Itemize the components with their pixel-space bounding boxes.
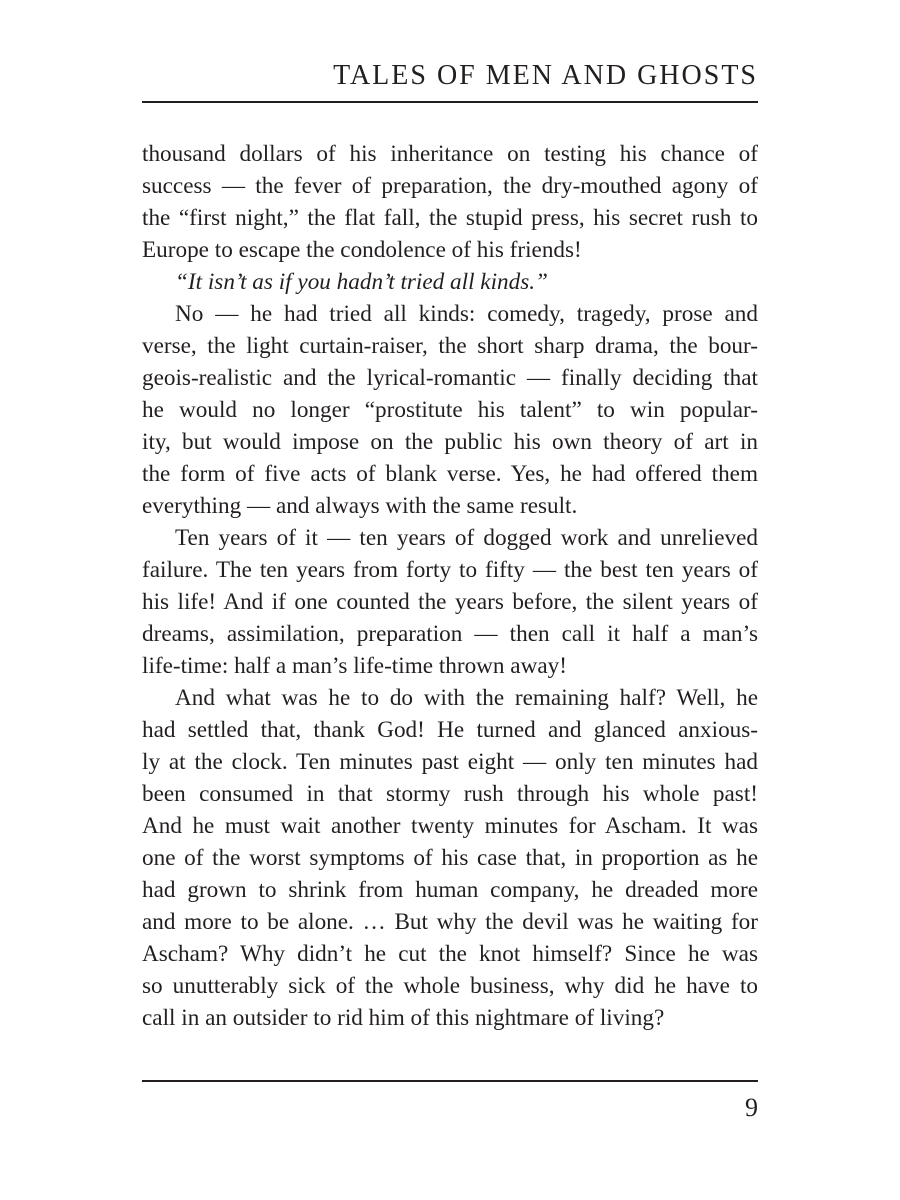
text-line: “It isn’t as if you hadn’t tried all kinds.” (175, 269, 548, 295)
text-line: been consumed in that stormy rush through his whole past! (142, 781, 758, 807)
text-line: had settled that, thank God! He turned and glanced anxious- (142, 717, 758, 743)
text-line: and more to be alone. … But why the devil was he waiting for (142, 909, 758, 935)
text-line: thousand dollars of his inheritance on testing his chance of (142, 141, 758, 167)
text-line: one of the worst symptoms of his case that, in proportion as he (142, 845, 758, 871)
text-line: the “first night,” the flat fall, the stupid press, his secret rush to (142, 205, 758, 231)
text-line: And what was he to do with the remaining half? Well, he (175, 685, 758, 711)
text-line: everything — and always with the same result. (142, 493, 578, 519)
text-line: his life! And if one counted the years before, the silent years of (142, 589, 758, 615)
text-line: the form of five acts of blank verse. Yes, he had offered them (142, 461, 758, 487)
text-line: No — he had tried all kinds: comedy, tragedy, prose and (175, 301, 758, 327)
text-line: so unutterably sick of the whole business, why did he have to (142, 973, 758, 999)
text-line: he would no longer “prostitute his talent” to win popular- (142, 397, 758, 423)
text-line: Europe to escape the condolence of his friends! (142, 237, 582, 263)
text-line: Ascham? Why didn’t he cut the knot himself? Since he was (142, 941, 758, 967)
text-line: geois-realistic and the lyrical-romantic — finally deciding that (142, 365, 758, 391)
header-rule (142, 101, 758, 103)
body-text (142, 138, 758, 1034)
text-line: ly at the clock. Ten minutes past eight — only ten minutes had (142, 749, 758, 775)
text-line: life-time: half a man’s life-time thrown away! (142, 653, 567, 679)
text-line: success — the fever of preparation, the dry-mouthed agony of (142, 173, 758, 199)
text-line: had grown to shrink from human company, he dreaded more (142, 877, 758, 903)
text-line: Ten years of it — ten years of dogged work and unrelieved (175, 525, 758, 551)
text-line: ity, but would impose on the public his own theory of art in (142, 429, 758, 455)
running-head: TALES OF MEN AND GHOSTS (333, 60, 758, 91)
text-line: failure. The ten years from forty to fifty — the best ten years of (142, 557, 758, 583)
text-line: And he must wait another twenty minutes for Ascham. It was (142, 813, 758, 839)
text-line: dreams, assimilation, preparation — then call it half a man’s (142, 621, 758, 647)
text-line: verse, the light curtain-raiser, the short sharp drama, the bour- (142, 333, 758, 359)
text-line: call in an outsider to rid him of this nightmare of living? (142, 1005, 665, 1031)
footer-rule (142, 1080, 758, 1082)
page-number: 9 (745, 1093, 758, 1122)
